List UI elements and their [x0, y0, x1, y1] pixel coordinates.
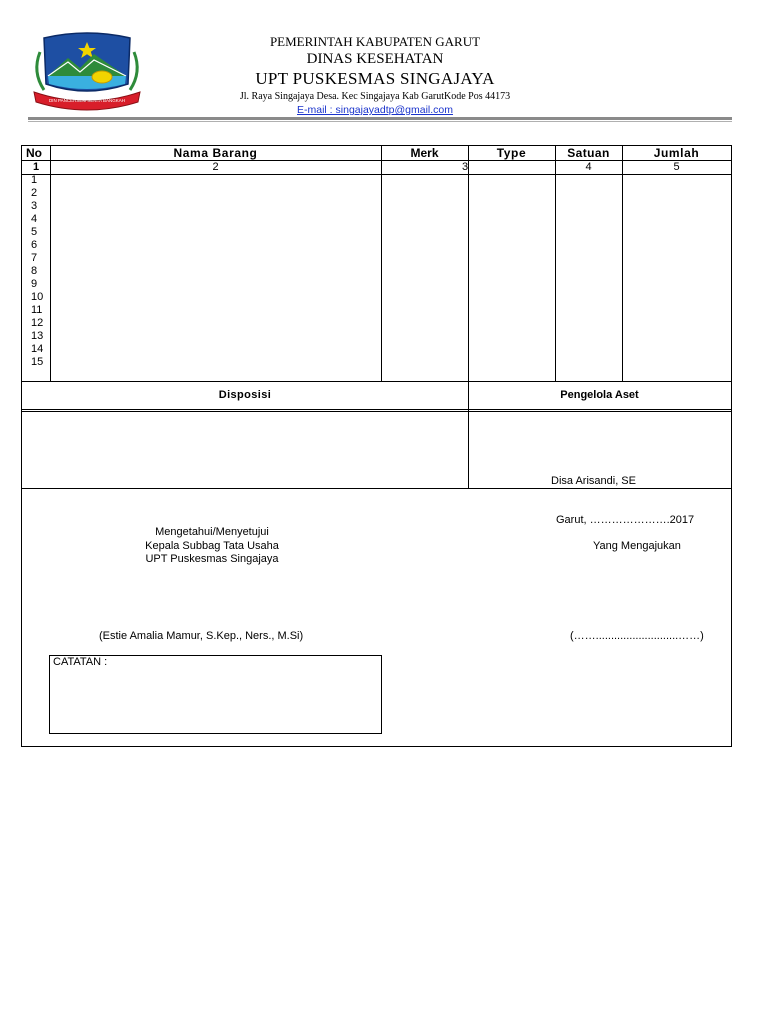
row-number: 3 — [31, 200, 38, 212]
notes-label: CATATAN : — [53, 656, 108, 668]
row-number: 1 — [31, 174, 38, 186]
row-number: 9 — [31, 278, 38, 290]
row-number: 2 — [31, 187, 38, 199]
row-number: 12 — [31, 317, 44, 329]
kabupaten-garut-logo — [30, 32, 144, 112]
col-number-4: 4 — [585, 161, 592, 173]
col-number-3: 3 — [462, 161, 469, 173]
col-header-jumlah: Jumlah — [653, 146, 700, 160]
row-number: 7 — [31, 252, 38, 264]
approval-line-1: Mengetahui/Menyetujui — [155, 526, 269, 538]
notes-box[interactable] — [49, 655, 382, 734]
logo-motto: DIN PANCERSEM SENTA BANGKAH — [48, 98, 126, 103]
applicant-label: Yang Mengajukan — [593, 540, 681, 552]
header-email-link[interactable]: E-mail : singajayadtp@gmail.com — [297, 104, 453, 116]
row-number: 14 — [31, 343, 44, 355]
col-number-2: 2 — [212, 161, 219, 173]
col-header-type: Type — [496, 146, 527, 160]
col-header-no: No — [26, 146, 42, 160]
pengelola-aset-label: Pengelola Aset — [560, 389, 639, 401]
row-number: 11 — [31, 304, 43, 316]
header-divider-thin — [28, 121, 732, 122]
col-header-nama-barang: Nama Barang — [173, 146, 258, 160]
disposisi-label: Disposisi — [218, 389, 272, 401]
applicant-name: (……...........................……) — [570, 630, 704, 642]
row-number: 13 — [31, 330, 44, 342]
header-government: PEMERINTAH KABUPATEN GARUT — [269, 34, 481, 49]
col-header-satuan: Satuan — [567, 146, 610, 160]
col-number-1: 1 — [32, 161, 40, 173]
logo-sun — [92, 71, 112, 83]
header-department: DINAS KESEHATAN — [306, 51, 444, 67]
row-number: 5 — [31, 226, 38, 238]
approver-name: (Estie Amalia Mamur, S.Kep., Ners., M.Si) — [99, 630, 304, 642]
row-number: 10 — [31, 291, 44, 303]
approval-line-3: UPT Puskesmas Singajaya — [145, 553, 279, 565]
header-puskesmas: UPT PUSKESMAS SINGAJAYA — [255, 69, 495, 88]
row-number: 4 — [31, 213, 38, 225]
approval-line-2: Kepala Subbag Tata Usaha — [145, 540, 279, 552]
row-number: 8 — [31, 265, 38, 277]
row-number: 6 — [31, 239, 38, 251]
col-header-merk: Merk — [410, 146, 439, 160]
header-address: Jl. Raya Singajaya Desa. Kec Singajaya Kab GarutKode Pos 44173 — [239, 91, 511, 102]
signature-date: Garut, ………………….2017 — [556, 514, 695, 526]
header-divider — [28, 117, 732, 120]
row-number: 15 — [31, 356, 44, 368]
pengelola-aset-name: Disa Arisandi, SE — [551, 475, 636, 487]
col-number-5: 5 — [673, 161, 680, 173]
